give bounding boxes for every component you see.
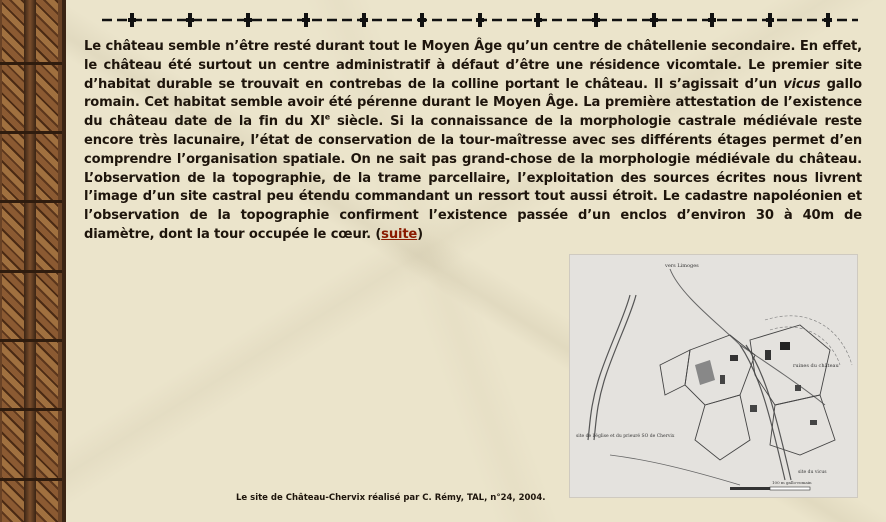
border-pattern-column bbox=[2, 0, 24, 522]
ornament-cross-bar bbox=[360, 18, 368, 22]
map-label-right: ruines du château bbox=[793, 363, 839, 369]
map-caption: Le site de Château-Chervix réalisé par C. Rémy, TAL, n°24, 2004. bbox=[236, 493, 546, 503]
map-label-top: vers Limoges bbox=[665, 263, 699, 269]
border-divider bbox=[24, 0, 36, 522]
border-pattern-column bbox=[36, 0, 58, 522]
border-band bbox=[0, 408, 62, 411]
border-band bbox=[0, 478, 62, 481]
article-paragraph bbox=[84, 38, 862, 245]
paragraph-text: siècle. Si la connaissance de la morphologie castrale médiévale reste encore très lacunaire, l’état de conservation de la tour-maîtresse avec ses différents étages permet d’en comprendre l’organisation spatiale. On ne sait pas grand-chose de la morphologie médiévale du château. L’observation de la topographie, de la trame parcellaire, l’exploitation des sources écrites nous livrent l’image d’un site castral peu étendu commandant un ressort tout aussi étroit. Le cadastre napoléonien et l’observation de la topographie confirment l’existence passée d’un enclos d’environ 30 à 40m de diamètre, dont la tour occupée le cœur. ( bbox=[84, 114, 862, 242]
ornament-cross-bar bbox=[708, 18, 716, 22]
ornament-cross-bar bbox=[418, 18, 426, 22]
paragraph-text: ) bbox=[417, 226, 424, 242]
border-band bbox=[0, 131, 62, 134]
ornament-cross-bar bbox=[128, 18, 136, 22]
ornament-cross-bar bbox=[766, 18, 774, 22]
map-label-bottom-right: site du vicus bbox=[798, 470, 827, 475]
suite-link[interactable]: suite bbox=[381, 226, 418, 242]
site-map-image bbox=[569, 254, 858, 498]
ornament-cross-bar bbox=[476, 18, 484, 22]
vicus-term: vicus bbox=[783, 76, 821, 92]
paragraph-text: Le château semble n’être resté durant tout le Moyen Âge qu’un centre de châtellenie secondaire. En effet, le château été surtout un centre administratif à défaut d’être une résidence vicomtale. Le premier site d’habitat durable se trouvait en contrebas de la colline portant le château. Il s’agissait d’un bbox=[84, 39, 862, 92]
border-band bbox=[0, 200, 62, 203]
border-band bbox=[0, 339, 62, 342]
ornament-cross-bar bbox=[302, 18, 310, 22]
ornament-cross-bar bbox=[186, 18, 194, 22]
paragraph-text: gallo romain. Cet habitat semble avoir été pérenne durant le Moyen Âge. La première attestation de l’existence du château date de la fin du XI bbox=[84, 76, 862, 130]
border-band bbox=[0, 62, 62, 65]
site-map-drawing bbox=[570, 255, 858, 498]
ornament-cross-bar bbox=[824, 18, 832, 22]
century-superscript: e bbox=[324, 112, 331, 122]
map-scale-label: 100 m gallo-romain bbox=[772, 480, 812, 485]
ornament-divider bbox=[102, 12, 858, 28]
decorative-left-border bbox=[0, 0, 66, 522]
ornament-cross-bar bbox=[650, 18, 658, 22]
map-label-left: site de l'église et du prieuré SO de Chervix bbox=[576, 434, 675, 439]
border-band bbox=[0, 270, 62, 273]
ornament-cross-bar bbox=[534, 18, 542, 22]
ornament-cross-bar bbox=[244, 18, 252, 22]
ornament-cross-bar bbox=[592, 18, 600, 22]
